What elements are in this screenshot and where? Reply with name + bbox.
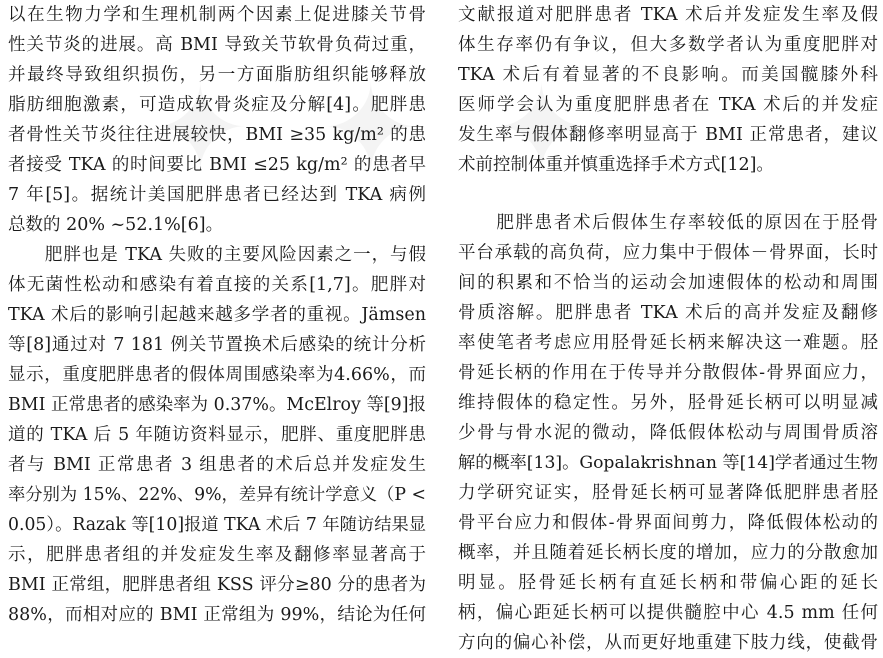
text-line: 并最终导致组织损伤，另一方面脂肪组织能够释放	[8, 65, 426, 85]
text-line: 文献报道对肥胖患者 TKA 术后并发症发生率及假	[458, 5, 878, 25]
text-line: 骨平台应力和假体-骨界面间剪力，降低假体松动的	[458, 513, 878, 533]
text-line: 总数的 20% ~52.1%[6]。	[8, 215, 224, 235]
paragraph-gap	[458, 180, 878, 208]
text-line: 医师学会认为重度肥胖患者在 TKA 术后的并发症	[458, 95, 878, 115]
text-line: TKA 术后有着显著的不良影响。而美国髋膝外科	[458, 65, 878, 85]
text-line: 0.05）。Razak 等[10]报道 TKA 术后 7 年随访结果显	[8, 515, 426, 535]
left-column	[8, 0, 426, 630]
text-line: 显示，重度肥胖患者的假体周围感染率为4.66%，而	[8, 365, 426, 385]
right-column	[458, 0, 878, 658]
text-line: 脂肪细胞激素，可造成软骨炎症及分解[4]。肥胖患	[8, 95, 426, 115]
text-line: TKA 术后的影响引起越来越多学者的重视。Jämsen	[8, 305, 426, 325]
text-line: 体无菌性松动和感染有着直接的关系[1,7]。肥胖对	[8, 275, 426, 295]
text-line: 性关节炎的进展。高 BMI 导致关节软骨负荷过重，	[8, 35, 426, 55]
text-line: 概率，并且随着延长柄长度的增加，应力的分散愈加	[458, 543, 878, 563]
text-line: 88%，而相对应的 BMI 正常组为 99%，结论为任何	[8, 605, 426, 625]
text-line: 骨质溶解。肥胖患者 TKA 术后的高并发症及翻修	[458, 303, 878, 323]
text-line: 以在生物力学和生理机制两个因素上促进膝关节骨	[8, 5, 426, 25]
text-line: 肥胖患者术后假体生存率较低的原因在于胫骨	[458, 213, 878, 233]
text-line: 间的积累和不恰当的运动会加速假体的松动和周围	[458, 273, 878, 293]
text-line: BMI 正常患者的感染率为 0.37%。McElroy 等[9]报	[8, 395, 426, 415]
text-line: 骨延长柄的作用在于传导并分散假体-骨界面应力，	[458, 363, 878, 383]
text-line: BMI 正常组，肥胖患者组 KSS 评分≥80 分的患者为	[8, 575, 426, 595]
text-line: 明显。胫骨延长柄有直延长柄和带偏心距的延长	[458, 573, 878, 593]
text-line: 力学研究证实，胫骨延长柄可显著降低肥胖患者胫	[458, 483, 878, 503]
text-line: 7 年[5]。据统计美国肥胖患者已经达到 TKA 病例	[8, 185, 426, 205]
text-line: 者骨性关节炎往往进展较快，BMI ≥35 kg/m² 的患	[8, 125, 426, 145]
text-line: 发生率与假体翻修率明显高于 BMI 正常患者，建议	[458, 125, 878, 145]
text-line: 示，肥胖患者组的并发症发生率及翻修率显著高于	[8, 545, 426, 565]
text-line: 柄，偏心距延长柄可以提供髓腔中心 4.5 mm 任何	[458, 603, 878, 623]
text-line: 维持假体的稳定性。另外，胫骨延长柄可以明显减	[458, 393, 878, 413]
text-line: 体生存率仍有争议，但大多数学者认为重度肥胖对	[458, 35, 878, 55]
text-line: 肥胖也是 TKA 失败的主要风险因素之一，与假	[8, 245, 426, 265]
text-line: 等[8]通过对 7 181 例关节置换术后感染的统计分析	[8, 335, 426, 355]
text-line: 解的概率[13]。Gopalakrishnan 等[14]学者通过生物	[458, 453, 879, 473]
text-line: 术前控制体重并慎重选择手术方式[12]。	[458, 155, 774, 175]
text-line: 者与 BMI 正常患者 3 组患者的术后总并发症发生	[8, 455, 426, 475]
text-line: 道的 TKA 后 5 年随访资料显示，肥胖、重度肥胖患	[8, 425, 426, 445]
text-line: 方向的偏心补偿，从而更好地重建下肢力线，使截骨	[458, 633, 878, 653]
text-line: 平台承载的高负荷，应力集中于假体－骨界面，长时	[458, 243, 878, 263]
text-line: 少骨与骨水泥的微动，降低假体松动与周围骨质溶	[458, 423, 878, 443]
text-line: 率使笔者考虑应用胫骨延长柄来解决这一难题。胫	[458, 333, 878, 353]
text-line: 者接受 TKA 的时间要比 BMI ≤25 kg/m² 的患者早	[8, 155, 426, 175]
text-line: 率分别为 15%、22%、9%，差异有统计学意义（P <	[8, 485, 426, 505]
